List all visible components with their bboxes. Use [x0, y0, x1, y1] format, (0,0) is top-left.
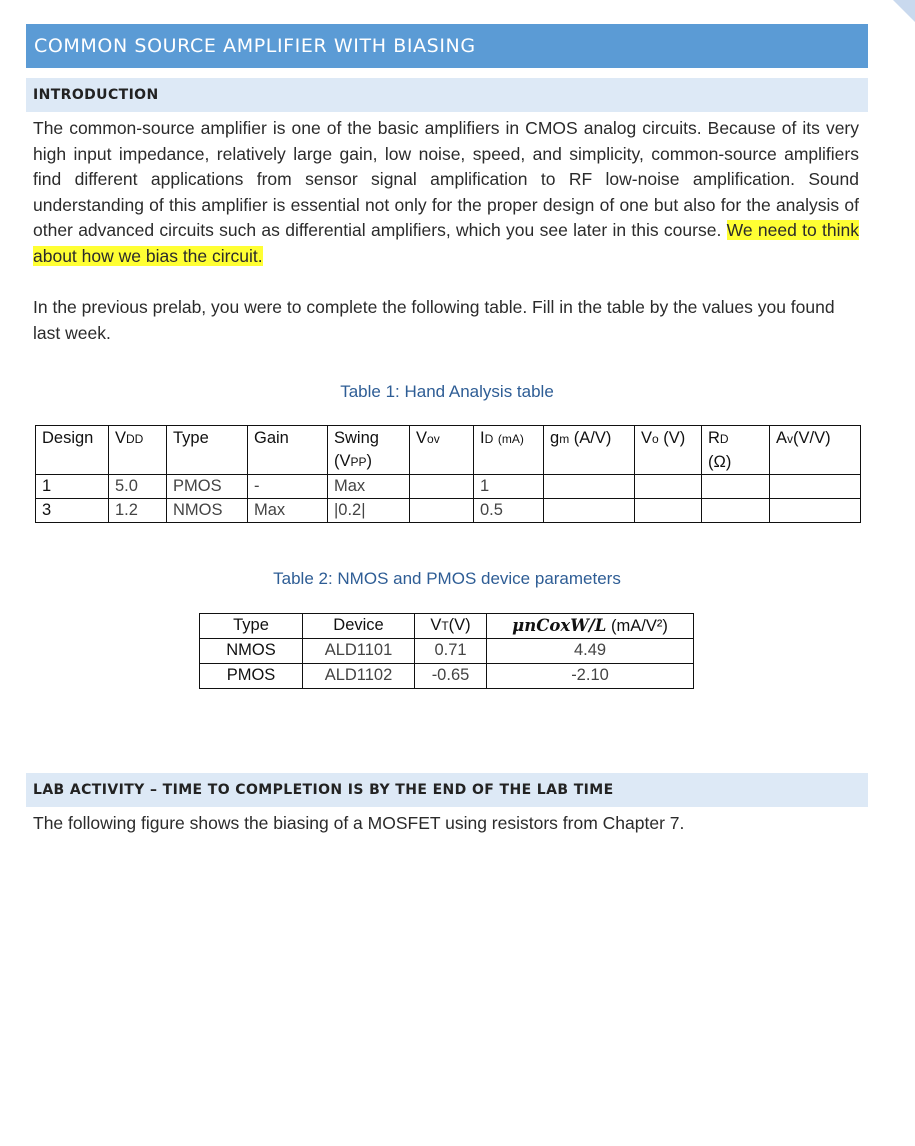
- cell-device: ALD1101: [303, 639, 415, 664]
- cell-vov[interactable]: [410, 499, 474, 523]
- table1-caption: Table 1: Hand Analysis table: [340, 382, 554, 401]
- table-row: [36, 475, 861, 499]
- table2-caption: Table 2: NMOS and PMOS device parameters: [273, 569, 621, 588]
- cell-gain[interactable]: Max: [248, 499, 328, 523]
- col-k-parameter: μnCoxW/L (mA/V²): [487, 614, 694, 639]
- cell-k: 4.49: [487, 639, 694, 664]
- cell-id[interactable]: 1: [474, 475, 544, 499]
- device-parameters-table: [199, 613, 694, 689]
- cell-vo[interactable]: [635, 475, 702, 499]
- col-vov: Vov: [410, 426, 474, 475]
- cell-rd[interactable]: [702, 499, 770, 523]
- col-vt: VT(V): [415, 614, 487, 639]
- lab-activity-heading: LAB ACTIVITY – TIME TO COMPLETION IS BY THE END OF THE LAB TIME: [26, 773, 868, 807]
- lab-activity-paragraph: The following figure shows the biasing of a MOSFET using resistors from Chapter 7.: [33, 813, 685, 833]
- table2-header-row: [200, 614, 694, 639]
- cell-id[interactable]: 0.5: [474, 499, 544, 523]
- table-row: [36, 499, 861, 523]
- col-vdd: VDD: [109, 426, 167, 475]
- col-gm: gm (A/V): [544, 426, 635, 475]
- col-vo: Vo (V): [635, 426, 702, 475]
- cell-gm[interactable]: [544, 499, 635, 523]
- col-device: Device: [303, 614, 415, 639]
- cell-device-type: NMOS: [200, 639, 303, 664]
- table-row: [200, 664, 694, 689]
- cell-av[interactable]: [770, 475, 861, 499]
- col-swing: Swing (VPP): [328, 426, 410, 475]
- prelab-paragraph: In the previous prelab, you were to complete the following table. Fill in the table by the values you found last week.: [33, 297, 835, 343]
- page-corner-curl: [893, 0, 915, 22]
- cell-device-type: PMOS: [200, 664, 303, 689]
- cell-device: ALD1102: [303, 664, 415, 689]
- cell-k: -2.10: [487, 664, 694, 689]
- cell-vt: -0.65: [415, 664, 487, 689]
- highlighted-sentence: We need to think about how we bias the circuit.: [33, 220, 859, 266]
- cell-av[interactable]: [770, 499, 861, 523]
- col-id: ID (mA): [474, 426, 544, 475]
- hand-analysis-table: [35, 425, 861, 523]
- col-type: Type: [167, 426, 248, 475]
- cell-design: 3: [36, 499, 109, 523]
- cell-vo[interactable]: [635, 499, 702, 523]
- cell-gain[interactable]: -: [248, 475, 328, 499]
- intro-text: The common-source amplifier is one of the basic amplifiers in CMOS analog circuits. Because of its very high input impedance, relatively large gain, low noise, speed, and simplicity, common-source amplifiers find different applications from sensor signal amplification to RF low-noise amplification. Sound understanding of this amplifier is essential not only for the proper design of one but also for the analysis of other advanced circuits such as differential amplifiers, which you see later in this course.: [33, 118, 859, 240]
- col-device-type: Type: [200, 614, 303, 639]
- cell-rd[interactable]: [702, 475, 770, 499]
- col-gain: Gain: [248, 426, 328, 475]
- cell-gm[interactable]: [544, 475, 635, 499]
- cell-vov[interactable]: [410, 475, 474, 499]
- col-design: Design: [36, 426, 109, 475]
- table1-header-row: [36, 426, 861, 475]
- cell-vt: 0.71: [415, 639, 487, 664]
- cell-swing[interactable]: Max: [328, 475, 410, 499]
- cell-type[interactable]: NMOS: [167, 499, 248, 523]
- cell-type[interactable]: PMOS: [167, 475, 248, 499]
- cell-design: 1: [36, 475, 109, 499]
- table-row: [200, 639, 694, 664]
- introduction-paragraph: [33, 116, 859, 269]
- cell-swing[interactable]: |0.2|: [328, 499, 410, 523]
- col-rd: RD (Ω): [702, 426, 770, 475]
- document-title: COMMON SOURCE AMPLIFIER WITH BIASING: [26, 24, 868, 68]
- col-av: Av(V/V): [770, 426, 861, 475]
- cell-vdd[interactable]: 1.2: [109, 499, 167, 523]
- introduction-heading: INTRODUCTION: [26, 78, 868, 112]
- cell-vdd[interactable]: 5.0: [109, 475, 167, 499]
